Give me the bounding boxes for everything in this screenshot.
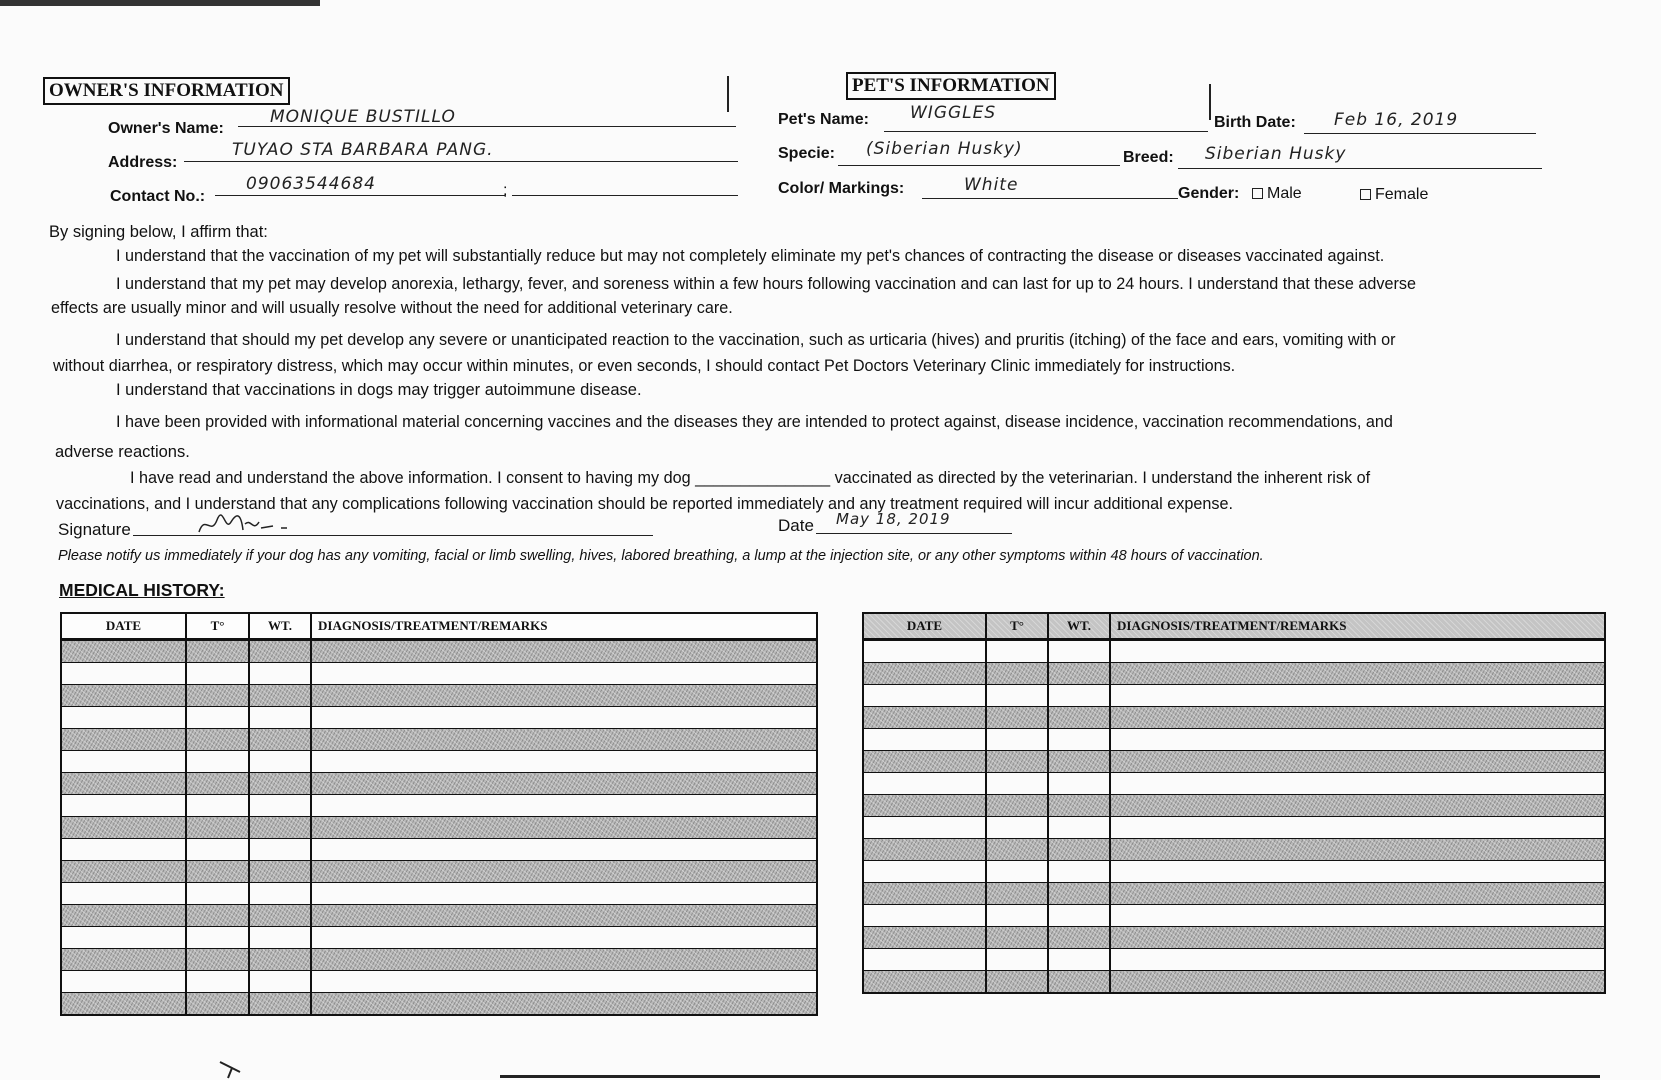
table-row[interactable] — [61, 751, 817, 773]
col-diagnosis: DIAGNOSIS/TREATMENT/REMARKS — [311, 613, 817, 640]
consent-intro: By signing below, I affirm that: — [49, 223, 268, 241]
table-row[interactable] — [863, 839, 1605, 861]
color-markings-label: Color/ Markings: — [778, 180, 905, 197]
table-row[interactable] — [61, 640, 817, 663]
scan-edge-bottom — [500, 1075, 1600, 1078]
table-row[interactable] — [61, 707, 817, 729]
table-row[interactable] — [863, 817, 1605, 839]
consent-p3b: without diarrhea, or respiratory distress, which may occur within minutes, or even seconds, I should contact Pet Doctors Veterinary Clinic immediately for instructions. — [53, 357, 1236, 375]
gender-male-label: Male — [1267, 185, 1302, 202]
signature-label: Signature — [58, 520, 131, 539]
consent-p5a: I have been provided with informational material concerning vaccines and the diseases they are intended to protect against, disease incidence, vaccination recommendations, and — [116, 413, 1393, 431]
consent-p6b: vaccinations, and I understand that any complications following vaccination should be reported immediately and any treatment required will incur additional expense. — [56, 495, 1233, 513]
breed-line[interactable] — [1178, 168, 1542, 169]
table-row[interactable] — [61, 949, 817, 971]
table-row[interactable] — [863, 685, 1605, 707]
table-row[interactable] — [863, 729, 1605, 751]
consent-p2a: I understand that my pet may develop anorexia, lethargy, fever, and soreness within a few hours following vaccination and can last for up to 24 hours. I understand that these adverse — [116, 275, 1416, 293]
contact-line-2[interactable] — [512, 195, 738, 196]
col-temp: T° — [986, 613, 1048, 640]
table-row[interactable] — [863, 971, 1605, 994]
gender-female-label: Female — [1375, 186, 1429, 203]
specie-value: (Siberian Husky) — [866, 139, 1023, 159]
date-value: May 18, 2019 — [836, 510, 951, 528]
specie-line[interactable] — [838, 165, 1120, 166]
consent-p1: I understand that the vaccination of my pet will substantially reduce but may not completely eliminate my pet's chances of contracting the disease or diseases vaccinated against. — [116, 247, 1385, 265]
address-label: Address: — [108, 154, 178, 171]
table-row[interactable] — [863, 707, 1605, 729]
table-row[interactable] — [61, 817, 817, 839]
breed-value: Siberian Husky — [1205, 144, 1347, 164]
table-row[interactable] — [61, 927, 817, 949]
address-line[interactable] — [184, 161, 738, 162]
col-weight: WT. — [249, 613, 311, 640]
specie-label: Specie: — [778, 145, 835, 162]
table-row[interactable] — [863, 905, 1605, 927]
medical-history-table-right — [862, 612, 1606, 994]
consent-p6a: I have read and understand the above information. I consent to having my dog _______________ vaccinated as directed by the veterinarian. I understand the inherent risk of — [130, 469, 1371, 487]
female-checkbox[interactable] — [1360, 189, 1371, 200]
owner-section-title: OWNER'S INFORMATION — [43, 77, 290, 105]
table-row[interactable] — [863, 663, 1605, 685]
contact-separator: ; — [503, 182, 508, 199]
signature-mark — [195, 510, 305, 540]
table-row[interactable] — [863, 795, 1605, 817]
table-row[interactable] — [863, 883, 1605, 905]
table-row[interactable] — [863, 751, 1605, 773]
consent-p3a: I understand that should my pet develop any severe or unanticipated reaction to the vaccination, such as urticaria (hives) and pruritis (itching) of the face and ears, vomiting with or — [116, 331, 1396, 349]
table-row[interactable] — [863, 927, 1605, 949]
scan-mark — [727, 76, 729, 112]
col-diagnosis: DIAGNOSIS/TREATMENT/REMARKS — [1110, 613, 1605, 640]
table-row[interactable] — [61, 729, 817, 751]
contact-value: 09063544684 — [246, 174, 376, 194]
table-row[interactable] — [61, 861, 817, 883]
table-row[interactable] — [863, 640, 1605, 663]
table-row[interactable] — [61, 993, 817, 1016]
table-row[interactable] — [61, 971, 817, 993]
col-weight: WT. — [1048, 613, 1110, 640]
birth-date-line[interactable] — [1304, 133, 1536, 134]
pet-name-label: Pet's Name: — [778, 111, 869, 128]
date-label: Date — [778, 516, 814, 535]
pet-name-line[interactable] — [884, 131, 1208, 132]
date-line[interactable] — [816, 533, 1012, 534]
stray-ink-mark — [218, 1058, 244, 1080]
contact-line-1[interactable] — [215, 195, 505, 196]
gender-label: Gender: — [1178, 185, 1240, 202]
scan-edge-top — [0, 0, 320, 6]
consent-p2b: effects are usually minor and will usually resolve without the need for additional veterinary care. — [51, 299, 733, 317]
table-row[interactable] — [863, 861, 1605, 883]
owner-name-value: MONIQUE BUSTILLO — [270, 107, 456, 127]
consent-p5b: adverse reactions. — [55, 443, 190, 461]
pet-section-title: PET'S INFORMATION — [846, 72, 1056, 100]
medical-history-title: MEDICAL HISTORY: — [59, 580, 225, 600]
owner-name-label: Owner's Name: — [108, 120, 224, 137]
scan-mark-2 — [1209, 84, 1211, 120]
table-row[interactable] — [61, 663, 817, 685]
contact-label: Contact No.: — [110, 188, 206, 205]
birth-date-label: Birth Date: — [1214, 114, 1296, 131]
address-value: TUYAO STA BARBARA PANG. — [232, 140, 494, 160]
table-row[interactable] — [61, 685, 817, 707]
table-row[interactable] — [863, 773, 1605, 795]
table-row[interactable] — [61, 883, 817, 905]
color-markings-line[interactable] — [922, 198, 1178, 199]
col-date: DATE — [863, 613, 986, 640]
col-date: DATE — [61, 613, 186, 640]
table-row[interactable] — [863, 949, 1605, 971]
male-checkbox[interactable] — [1252, 188, 1263, 199]
table-row[interactable] — [61, 839, 817, 861]
gender-female-option[interactable] — [1356, 186, 1428, 204]
breed-label: Breed: — [1123, 149, 1174, 166]
color-markings-value: White — [964, 175, 1019, 195]
table-row[interactable] — [61, 905, 817, 927]
gender-male-option[interactable] — [1248, 185, 1302, 203]
table-row[interactable] — [61, 773, 817, 795]
table-row[interactable] — [61, 795, 817, 817]
col-temp: T° — [186, 613, 249, 640]
consent-p4: I understand that vaccinations in dogs may trigger autoimmune disease. — [116, 381, 642, 399]
birth-date-value: Feb 16, 2019 — [1334, 110, 1459, 130]
pet-name-value: WIGGLES — [910, 103, 997, 123]
medical-history-table-left — [60, 612, 818, 1016]
post-vaccination-notice: Please notify us immediately if your dog has any vomiting, facial or limb swelling, hives, labored breathing, a lump at the injection site, or any other symptoms within 48 hours of vaccination. — [58, 548, 1264, 564]
